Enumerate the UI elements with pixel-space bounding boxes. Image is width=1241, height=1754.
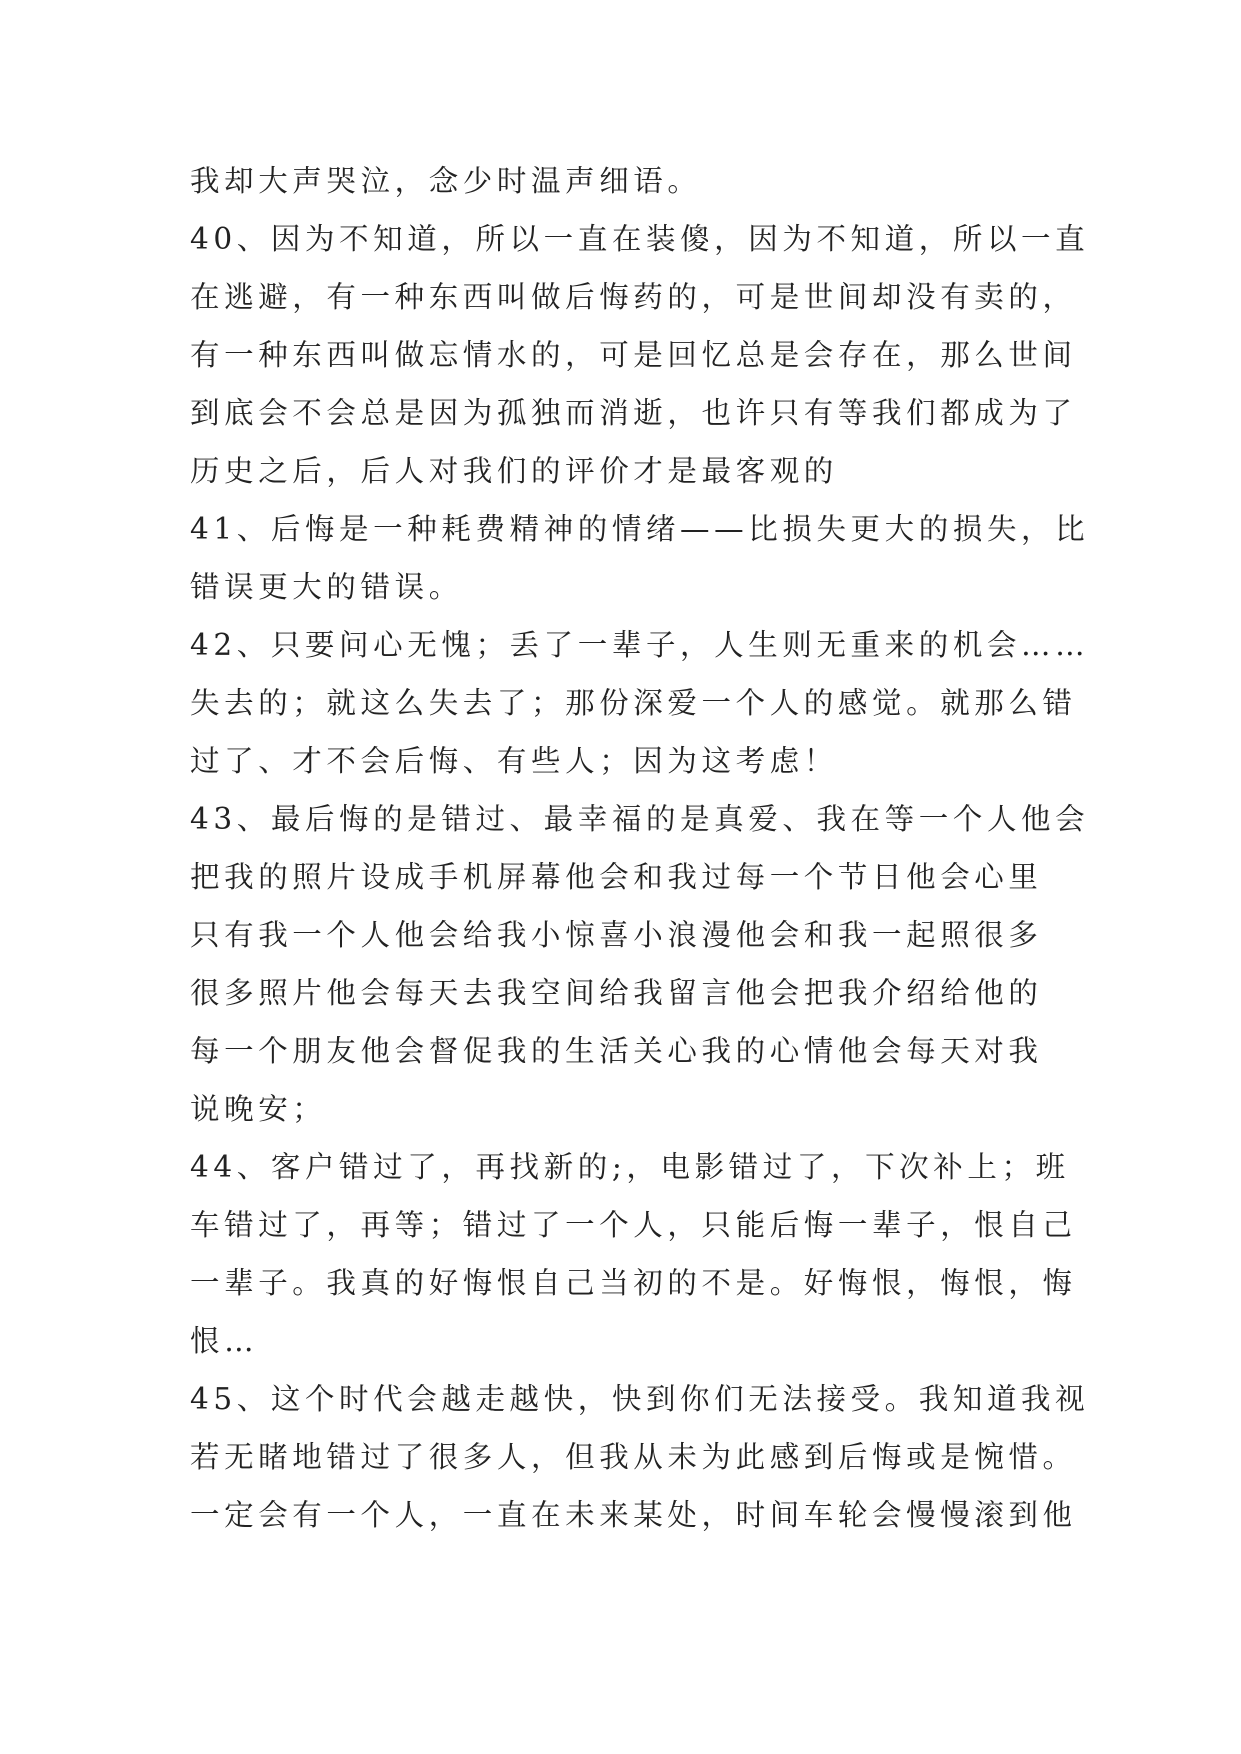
text-line: 车错过了，再等；错过了一个人，只能后悔一辈子，恨自己	[190, 1208, 1077, 1242]
text-line: 把我的照片设成手机屏幕他会和我过每一个节日他会心里	[190, 860, 1043, 894]
text-line: 错误更大的错误。	[190, 570, 463, 604]
text-line: 过了、才不会后悔、有些人；因为这考虑！	[190, 744, 838, 778]
text-line: 很多照片他会每天去我空间给我留言他会把我介绍给他的	[190, 976, 1043, 1010]
text-line: 每一个朋友他会督促我的生活关心我的心情他会每天对我	[190, 1034, 1043, 1068]
text-line: 45、这个时代会越走越快，快到你们无法接受。我知道我视	[190, 1382, 1090, 1416]
text-line: 一定会有一个人，一直在未来某处，时间车轮会慢慢滚到他	[190, 1498, 1077, 1532]
text-line: 若无睹地错过了很多人，但我从未为此感到后悔或是惋惜。	[190, 1440, 1077, 1474]
text-line: 说晚安；	[190, 1092, 327, 1126]
text-line: 失去的；就这么失去了；那份深爱一个人的感觉。就那么错	[190, 686, 1077, 720]
text-line: 到底会不会总是因为孤独而消逝，也许只有等我们都成为了	[190, 396, 1077, 430]
text-line: 恨…	[190, 1324, 259, 1358]
text-line: 有一种东西叫做忘情水的，可是回忆总是会存在，那么世间	[190, 338, 1077, 372]
text-line: 我却大声哭泣，念少时温声细语。	[190, 164, 702, 198]
text-line: 在逃避，有一种东西叫做后悔药的，可是世间却没有卖的，	[190, 280, 1077, 314]
text-line: 一辈子。我真的好悔恨自己当初的不是。好悔恨，悔恨，悔	[190, 1266, 1077, 1300]
text-line: 44、客户错过了，再找新的;，电影错过了，下次补上；班	[190, 1150, 1070, 1184]
text-line: 40、因为不知道，所以一直在装傻，因为不知道，所以一直	[190, 222, 1090, 256]
text-line: 41、后悔是一种耗费精神的情绪——比损失更大的损失，比	[190, 512, 1090, 546]
text-line: 历史之后，后人对我们的评价才是最客观的	[190, 454, 838, 488]
text-line: 42、只要问心无愧；丢了一辈子，人生则无重来的机会……	[190, 628, 1090, 662]
text-line: 43、最后悔的是错过、最幸福的是真爱、我在等一个人他会	[190, 802, 1090, 836]
text-line: 只有我一个人他会给我小惊喜小浪漫他会和我一起照很多	[190, 918, 1043, 952]
